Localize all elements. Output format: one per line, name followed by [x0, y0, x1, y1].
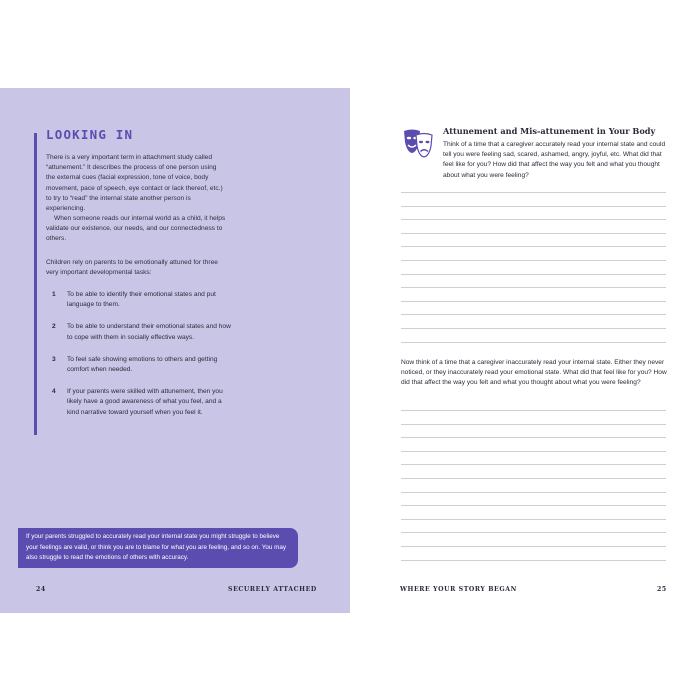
writing-lines-2 — [401, 410, 666, 573]
paragraph-validation: When someone reads our internal world as a child, it helps validate our existence, our needs, and our connectedness to others. — [46, 215, 226, 243]
callout-box: If your parents struggled to accurately read your internal state you might struggle to believe your feelings are valid, or think you are to blame for what you are feeling, and so on. You may also struggle to read the emotions of others with accuracy. — [18, 528, 298, 568]
prompt-accurate: Think of a time that a caregiver accurately read your internal state and could tell you were feeling sad, scared, ashamed, angry, joyful, etc. What did that feel like for you? How did that affect the way you felt and what you thought about what you were feeling? — [443, 141, 666, 179]
section-heading: LOOKING IN — [46, 127, 134, 142]
list-number: 4 — [52, 388, 56, 396]
exercise-title: Attunement and Mis-attunement in Your Body — [443, 126, 656, 136]
running-title-left: SECURELY ATTACHED — [228, 586, 317, 593]
running-title-right: WHERE YOUR STORY BEGAN — [400, 586, 517, 593]
list-text: To be able to identify their emotional states and put language to them. — [67, 291, 216, 309]
tasks-list — [52, 290, 232, 430]
list-text: To feel safe showing emotions to others and getting comfort when needed. — [67, 355, 218, 374]
list-number: 3 — [52, 355, 56, 363]
left-page — [0, 88, 350, 613]
paragraph-tasks-intro: Children rely on parents to be emotionally attuned for three very important developmental tasks: — [46, 259, 218, 277]
writing-lines-1 — [401, 192, 666, 355]
right-page — [350, 88, 700, 613]
theater-masks-icon — [402, 126, 434, 158]
list-text: To be able to understand their emotional states and how to cope with them in socially effective ways. — [67, 323, 231, 341]
prompt-inaccurate: Now think of a time that a caregiver inaccurately read your internal state. Either they never noticed, or they inaccurately read your emotional state. What did that feel like for you? How did that affect the way you felt and what you thought about what you were feeling? — [401, 359, 667, 387]
list-number: 2 — [52, 323, 56, 331]
page-number-right: 25 — [657, 586, 667, 593]
list-item — [52, 322, 232, 342]
list-item — [52, 387, 232, 418]
list-item — [52, 355, 232, 375]
page-number-left: 24 — [36, 586, 46, 593]
paragraph-attunement: There is a very important term in attachment study called “attunement.” It describes the process of one person using the external cues (facial expression, tone of voice, body movement, pace of speech, eye contact or lack thereof, etc.) to try to “read” the internal state another person is experiencing. — [46, 154, 223, 213]
list-item — [52, 290, 232, 310]
list-text: If your parents were skilled with attunement, then you likely have a good awareness of what you feel, and a kind narrative toward yourself when you feel it. — [67, 388, 223, 416]
accent-bar — [34, 133, 37, 435]
list-number: 1 — [52, 291, 56, 298]
